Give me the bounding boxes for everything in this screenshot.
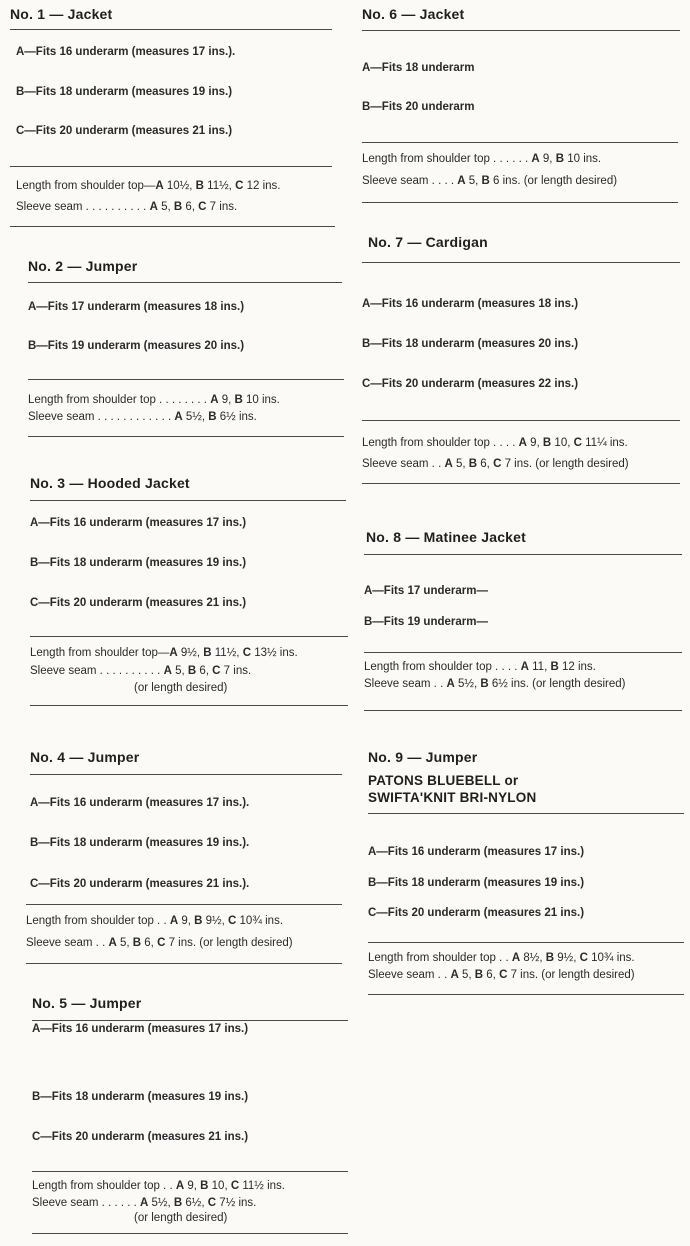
sleeve-line: Sleeve seam . . A 5, B 6, C 7 ins. (or length desired): [368, 969, 635, 981]
section-title: No. 1 — Jacket: [10, 6, 113, 22]
sleeve-line: Sleeve seam . . . . . . . . . . . . A 5½, B 6½ ins.: [28, 411, 257, 423]
size-a: A—Fits 16 underarm (measures 17 ins.).: [16, 46, 236, 58]
divider: [26, 963, 342, 964]
size-c: C—Fits 20 underarm (measures 22 ins.): [362, 378, 579, 390]
size-a: A—Fits 16 underarm (measures 17 ins.): [30, 517, 247, 529]
size-b: B—Fits 20 underarm: [362, 101, 475, 113]
size-a: A—Fits 18 underarm: [362, 62, 475, 74]
size-c: C—Fits 20 underarm (measures 21 ins.): [16, 125, 233, 137]
sleeve-line: Sleeve seam . . A 5, B 6, C 7 ins. (or length desired): [362, 458, 629, 470]
size-a: A—Fits 16 underarm (measures 18 ins.): [362, 298, 579, 310]
size-a: A—Fits 16 underarm (measures 17 ins.): [32, 1023, 249, 1035]
divider: [362, 483, 680, 484]
size-b: B—Fits 18 underarm (measures 19 ins.): [16, 86, 233, 98]
divider: [362, 262, 680, 263]
section-title: No. 3 — Hooded Jacket: [30, 475, 190, 491]
section-title: No. 9 — Jumper: [368, 749, 478, 765]
sleeve-line: Sleeve seam . . . . . . . . . . A 5, B 6, C 7 ins.: [16, 201, 238, 213]
sleeve-line: Sleeve seam . . . . . . A 5½, B 6½, C 7½ ins.: [32, 1197, 257, 1209]
length-line: Length from shoulder top . . . . A 9, B 10, C 11¼ ins.: [362, 437, 628, 449]
length-line: Length from shoulder top . . . . A 11, B 12 ins.: [364, 661, 596, 673]
size-b: B—Fits 18 underarm (measures 19 ins.).: [30, 837, 250, 849]
divider: [28, 436, 344, 437]
length-line: Length from shoulder top . . A 8½, B 9½, C 10¾ ins.: [368, 952, 635, 964]
length-line: Length from shoulder top—A 10½, B 11½, C 12 ins.: [16, 180, 281, 192]
length-line: Length from shoulder top . . A 9, B 9½, C 10¾ ins.: [26, 915, 284, 927]
section-title: No. 2 — Jumper: [28, 258, 138, 274]
divider: [362, 420, 680, 421]
divider: [28, 379, 344, 380]
divider: [10, 166, 332, 167]
section-title: No. 8 — Matinee Jacket: [366, 529, 527, 545]
divider: [30, 636, 348, 637]
size-b: B—Fits 19 underarm (measures 20 ins.): [28, 340, 245, 352]
size-b: B—Fits 19 underarm—: [364, 616, 488, 628]
size-a: A—Fits 17 underarm—: [364, 585, 488, 597]
divider: [368, 994, 684, 995]
length-note: (or length desired): [134, 1212, 228, 1224]
divider: [30, 774, 342, 775]
yarn-line-2: SWIFTA'KNIT BRI-NYLON: [368, 790, 537, 805]
sleeve-line: Sleeve seam . . A 5, B 6, C 7 ins. (or length desired): [26, 937, 293, 949]
divider: [30, 500, 346, 501]
divider: [362, 30, 680, 31]
size-b: B—Fits 18 underarm (measures 19 ins.): [368, 877, 585, 889]
sleeve-line: Sleeve seam . . . . . . . . . . A 5, B 6, C 7 ins.: [30, 665, 252, 677]
size-a: A—Fits 16 underarm (measures 17 ins.): [368, 846, 585, 858]
section-title: No. 6 — Jacket: [362, 6, 465, 22]
divider: [362, 142, 678, 143]
yarn-line-1: PATONS BLUEBELL or: [368, 773, 519, 788]
size-c: C—Fits 20 underarm (measures 21 ins.): [368, 907, 585, 919]
length-line: Length from shoulder top . . . . . . A 9, B 10 ins.: [362, 153, 602, 165]
length-line: Length from shoulder top—A 9½, B 11½, C 13½ ins.: [30, 647, 298, 659]
divider: [26, 904, 342, 905]
divider: [10, 29, 332, 30]
size-b: B—Fits 18 underarm (measures 19 ins.): [32, 1091, 249, 1103]
section-title: No. 4 — Jumper: [30, 749, 140, 765]
size-c: C—Fits 20 underarm (measures 21 ins.).: [30, 878, 250, 890]
section-title: No. 5 — Jumper: [32, 995, 142, 1011]
divider: [30, 705, 348, 706]
divider: [32, 1020, 348, 1021]
sleeve-line: Sleeve seam . . A 5½, B 6½ ins. (or length desired): [364, 678, 626, 690]
size-a: A—Fits 16 underarm (measures 17 ins.).: [30, 797, 250, 809]
size-c: C—Fits 20 underarm (measures 21 ins.): [32, 1131, 249, 1143]
divider: [32, 1171, 348, 1172]
divider: [28, 282, 342, 283]
divider: [368, 942, 684, 943]
divider: [364, 554, 682, 555]
divider: [32, 1233, 348, 1234]
length-line: Length from shoulder top . . . . . . . . A 9, B 10 ins.: [28, 394, 280, 406]
length-note: (or length desired): [134, 682, 228, 694]
divider: [364, 710, 682, 711]
divider: [364, 652, 682, 653]
divider: [368, 813, 684, 814]
sleeve-line: Sleeve seam . . . . A 5, B 6 ins. (or length desired): [362, 175, 618, 187]
length-line: Length from shoulder top . . A 9, B 10, C 11½ ins.: [32, 1180, 285, 1192]
section-title: No. 7 — Cardigan: [368, 234, 488, 250]
size-c: C—Fits 20 underarm (measures 21 ins.): [30, 597, 247, 609]
divider: [10, 226, 335, 227]
size-a: A—Fits 17 underarm (measures 18 ins.): [28, 301, 245, 313]
size-b: B—Fits 18 underarm (measures 19 ins.): [30, 557, 247, 569]
size-b: B—Fits 18 underarm (measures 20 ins.): [362, 338, 579, 350]
divider: [362, 202, 678, 203]
